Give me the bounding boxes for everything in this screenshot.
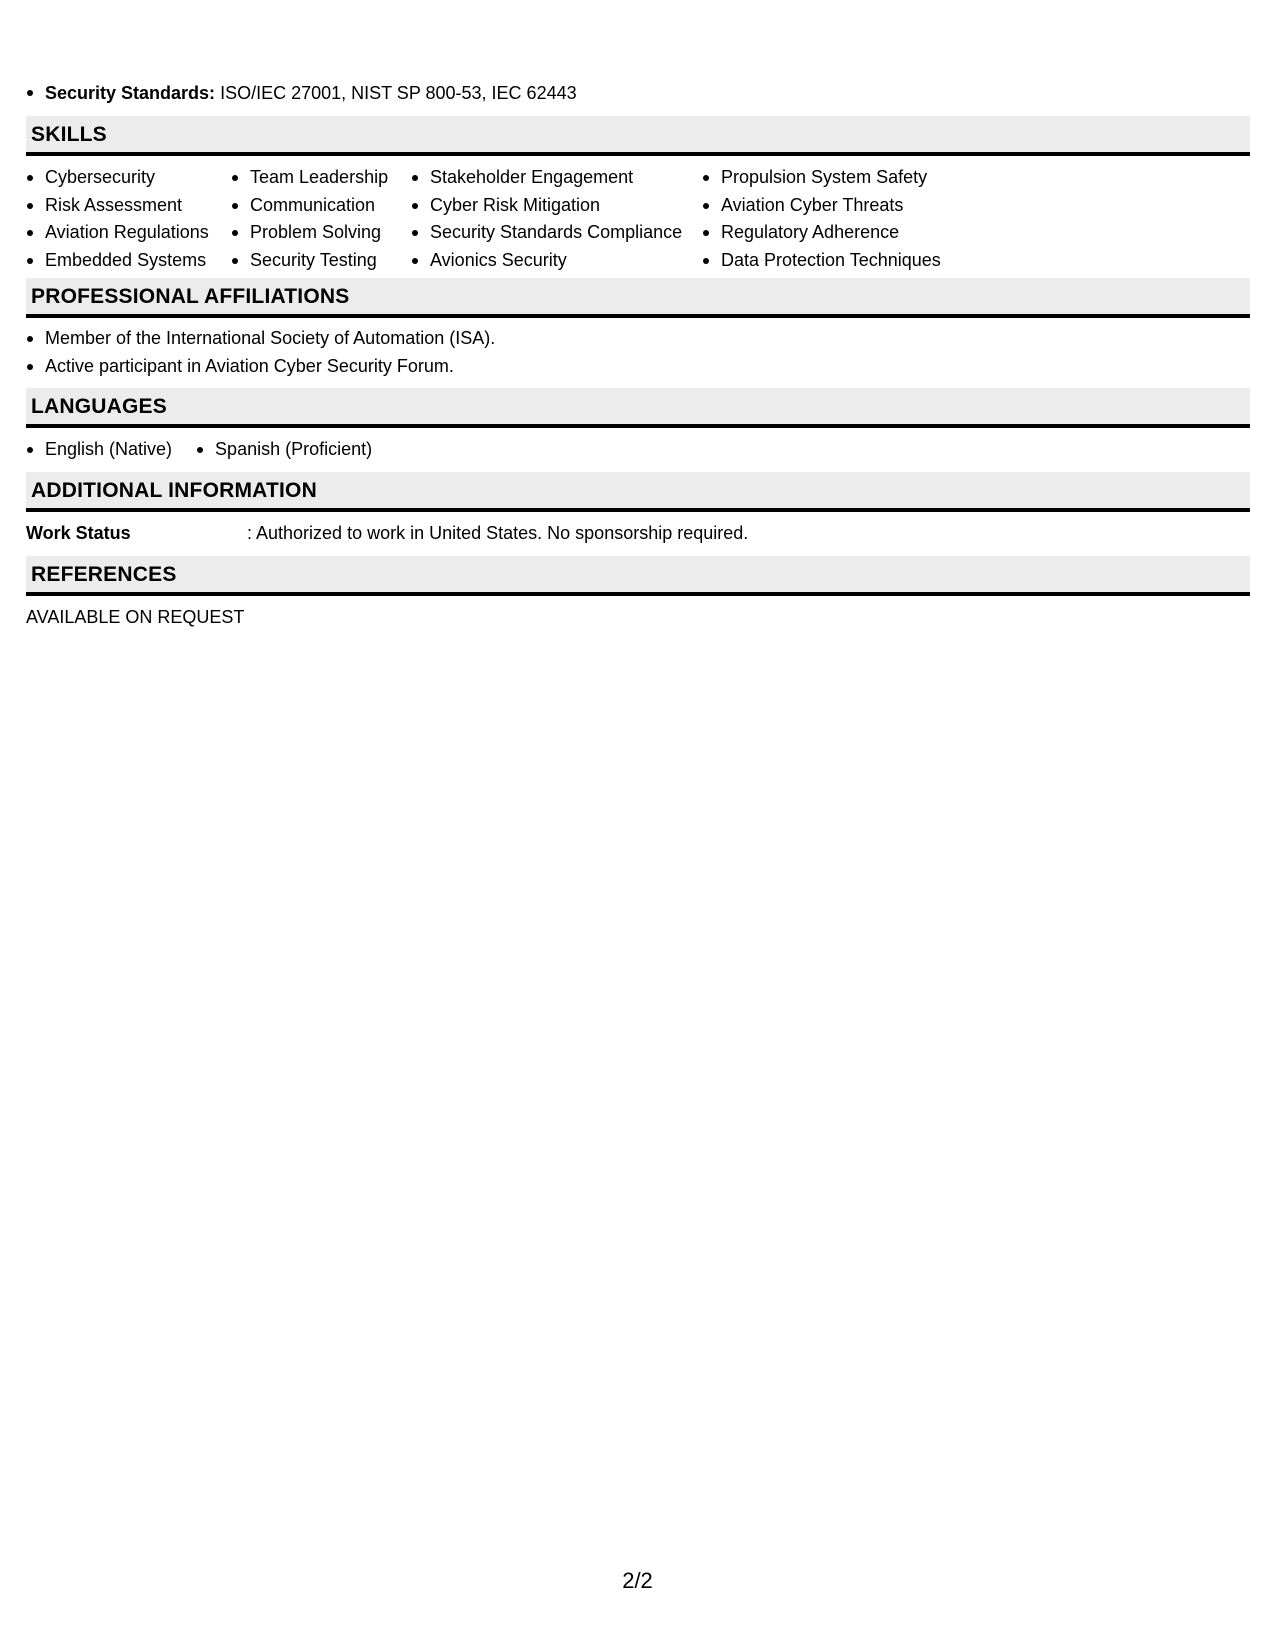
skill-item: Propulsion System Safety <box>702 164 941 192</box>
section-title: REFERENCES <box>31 563 177 586</box>
work-status-row <box>26 520 1250 547</box>
skill-item: Embedded Systems <box>26 247 209 275</box>
skill-item: Aviation Cyber Threats <box>702 192 941 220</box>
list-item: Active participant in Aviation Cyber Security Forum. <box>26 353 1250 381</box>
language-item: Spanish (Proficient) <box>196 436 372 463</box>
skills-section <box>26 116 1250 270</box>
language-item: English (Native) <box>26 436 172 463</box>
section-header <box>26 388 1250 428</box>
skill-item: Security Standards Compliance <box>411 219 682 247</box>
section-header <box>26 556 1250 596</box>
languages-section <box>26 388 1250 463</box>
page-number: 2/2 <box>622 1568 653 1593</box>
section-header <box>26 278 1250 318</box>
skills-column-1 <box>26 164 209 274</box>
affiliations-section <box>26 278 1250 380</box>
section-title: LANGUAGES <box>31 395 167 418</box>
skill-item: Stakeholder Engagement <box>411 164 682 192</box>
skill-item: Team Leadership <box>231 164 388 192</box>
skill-item: Communication <box>231 192 388 220</box>
skill-item: Cybersecurity <box>26 164 209 192</box>
skill-item: Avionics Security <box>411 247 682 275</box>
skills-column-3 <box>411 164 682 274</box>
list-item: Member of the International Society of Automation (ISA). <box>26 325 1250 353</box>
skill-item: Data Protection Techniques <box>702 247 941 275</box>
skill-item: Problem Solving <box>231 219 388 247</box>
section-title: ADDITIONAL INFORMATION <box>31 479 317 502</box>
certifications-continued-list <box>26 79 577 107</box>
section-header <box>26 472 1250 512</box>
skill-item: Security Testing <box>231 247 388 275</box>
skills-column-2 <box>231 164 388 274</box>
section-title: SKILLS <box>31 123 107 146</box>
section-header <box>26 116 1250 156</box>
skills-grid <box>26 156 1250 270</box>
skill-item: Aviation Regulations <box>26 219 209 247</box>
section-title: PROFESSIONAL AFFILIATIONS <box>31 285 350 308</box>
work-status-value: : Authorized to work in United States. No sponsorship required. <box>247 523 749 543</box>
affiliations-list <box>26 325 1250 380</box>
languages-list <box>26 436 1250 463</box>
additional-information-section <box>26 472 1250 547</box>
skill-item: Risk Assessment <box>26 192 209 220</box>
item-label: Security Standards: <box>45 83 216 103</box>
skills-column-4 <box>702 164 941 274</box>
skill-item: Cyber Risk Mitigation <box>411 192 682 220</box>
item-value: ISO/IEC 27001, NIST SP 800-53, IEC 62443 <box>215 83 577 103</box>
references-text: AVAILABLE ON REQUEST <box>26 607 245 627</box>
skill-item: Regulatory Adherence <box>702 219 941 247</box>
work-status-label: Work Status <box>26 523 131 543</box>
references-section <box>26 556 1250 631</box>
list-item <box>26 79 577 107</box>
